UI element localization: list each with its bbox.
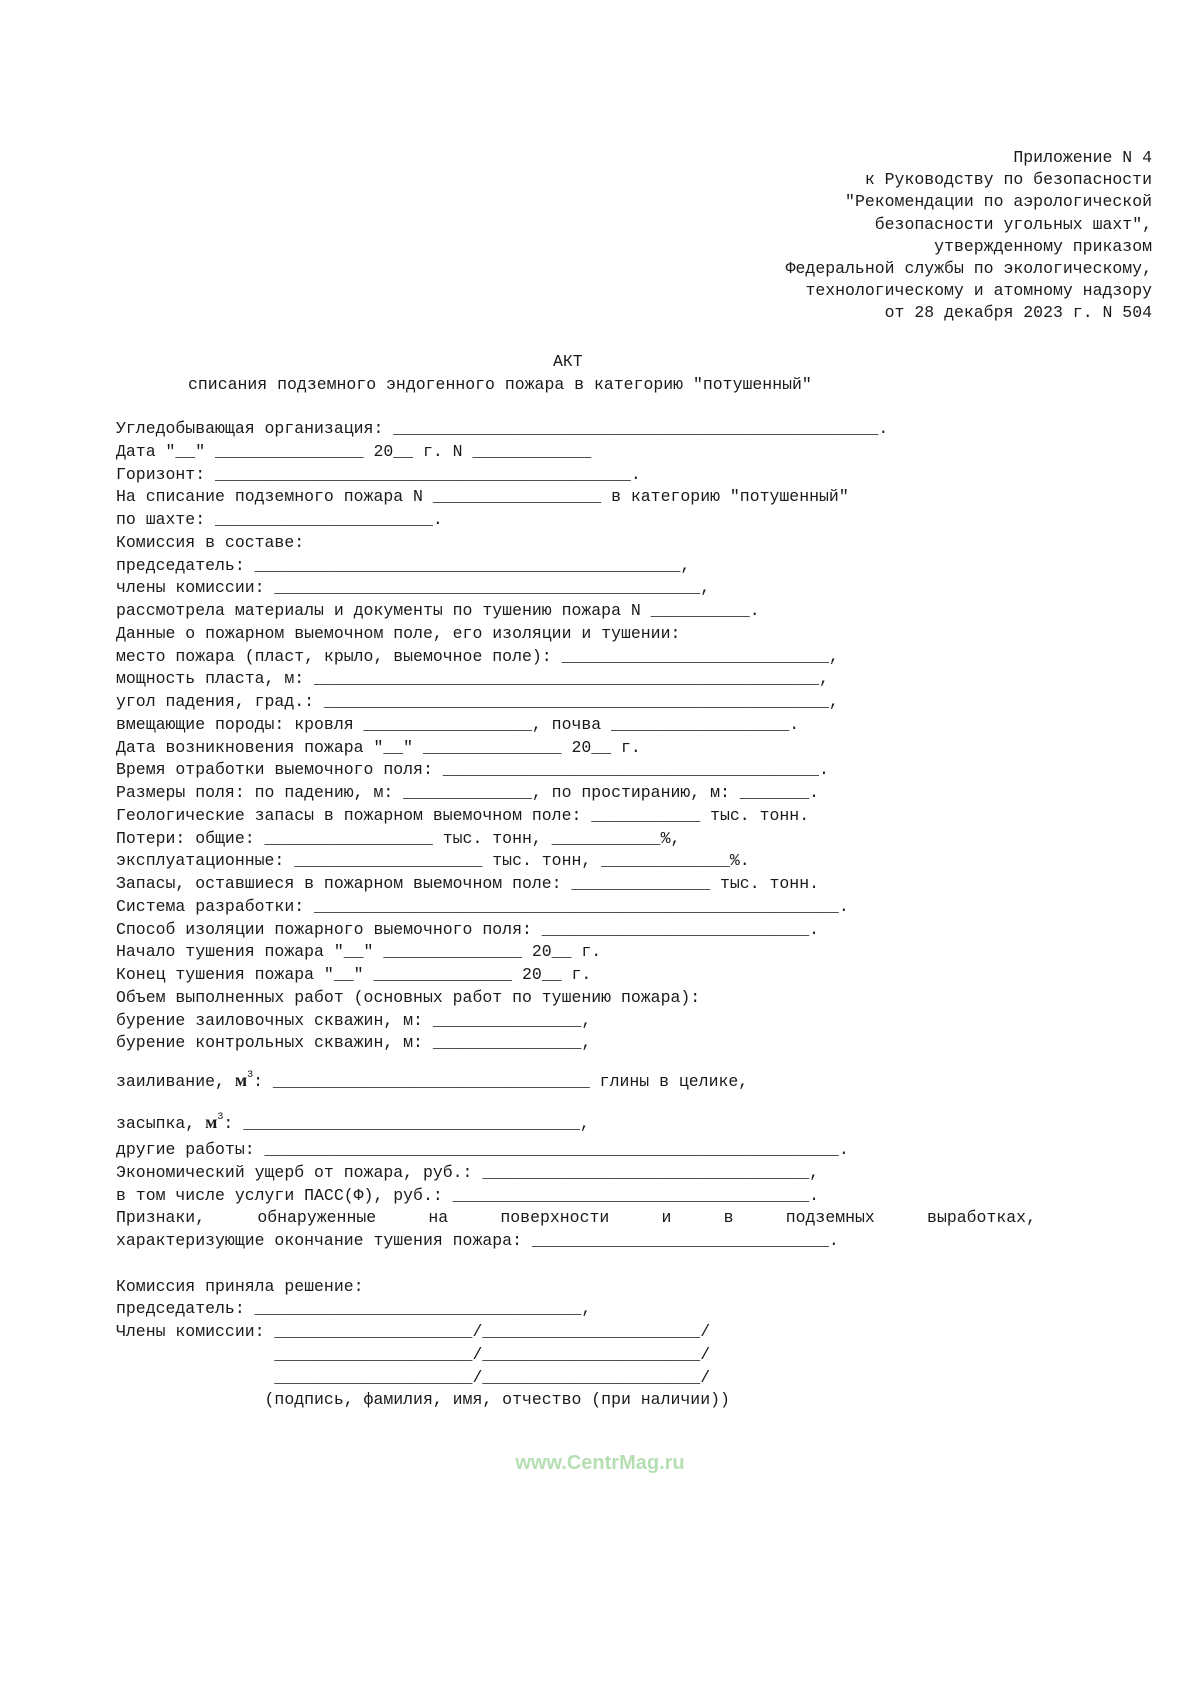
form-line-isolation-method: Способ изоляции пожарного выемочного поля: ___________________________. xyxy=(116,919,820,939)
form-line-remaining-reserves: Запасы, оставшиеся в пожарном выемочном поле: ______________ тыс. тонн. xyxy=(116,874,820,893)
signs-word: на xyxy=(428,1208,449,1228)
form-line-dip-angle: угол падения, град.: ___________________________________________________, xyxy=(116,692,839,711)
superscript-3: 3 xyxy=(247,1070,254,1081)
form-line-silting-wells: бурение заиловочных скважин, м: _______________, xyxy=(116,1010,592,1030)
superscript-3: 3 xyxy=(217,1112,224,1123)
form-line-date: Дата "__" _______________ 20__ г. N ____________ xyxy=(116,441,592,461)
appendix-line: безопасности угольных шахт", xyxy=(874,214,1152,234)
form-line-pass-services: в том числе услуги ПАСС(Ф), руб.: ____________________________________. xyxy=(116,1185,820,1205)
appendix-line: Федеральной службы по экологическому, xyxy=(785,259,1152,279)
decision-member-signature: ____________________/______________________/ xyxy=(116,1367,711,1387)
appendix-header xyxy=(552,147,1152,325)
cubic-meter-unit: м xyxy=(205,1112,218,1132)
form-line-geological-reserves: Геологические запасы в пожарном выемочном поле: ___________ тыс. тонн. xyxy=(116,805,810,825)
form-line-silting xyxy=(116,1055,1036,1097)
form-line-signs-end: характеризующие окончание тушения пожара: ______________________________. xyxy=(116,1231,839,1250)
signs-word: и xyxy=(661,1208,672,1228)
signs-word: в xyxy=(723,1208,734,1228)
appendix-line: Приложение N 4 xyxy=(1013,148,1152,167)
watermark-link[interactable]: www.CentrMag.ru xyxy=(515,1452,685,1474)
signs-word: выработках, xyxy=(927,1208,1036,1228)
appendix-line: от 28 декабря 2023 г. N 504 xyxy=(884,303,1152,323)
signs-word: обнаруженные xyxy=(257,1208,377,1228)
appendix-line: "Рекомендации по аэрологической xyxy=(845,192,1152,212)
form-line-chairman: председатель: ___________________________________________, xyxy=(116,555,691,575)
form-line-fire-number: На списание подземного пожара N _________________ в категорию "потушенный" xyxy=(116,487,849,507)
form-line-other-works: другие работы: __________________________________________________________. xyxy=(116,1140,849,1159)
appendix-line: к Руководству по безопасности xyxy=(864,170,1152,190)
form-line-mine: по шахте: ______________________. xyxy=(116,510,443,529)
form-line-commission: Комиссия в составе: xyxy=(116,532,305,552)
silting-label: заиливание, xyxy=(116,1072,235,1091)
section-gap xyxy=(116,1253,1036,1276)
decision-member-signature: Члены комиссии: ____________________/______________________/ xyxy=(116,1322,711,1341)
form-line-members: члены комиссии: ___________________________________________, xyxy=(116,578,711,598)
signs-word: подземных xyxy=(785,1208,875,1228)
backfill-label: засыпка, xyxy=(116,1114,206,1133)
silting-blank: : ________________________________ глины в целике, xyxy=(253,1072,749,1091)
form-line-field-size: Размеры поля: по падению, м: _____________, по простиранию, м: _______. xyxy=(116,783,820,802)
decision-heading: Комиссия приняла решение: xyxy=(116,1276,364,1296)
form-line-fire-place: место пожара (пласт, крыло, выемочное поле): ___________________________, xyxy=(116,646,839,666)
backfill-blank: : __________________________________, xyxy=(223,1114,590,1133)
form-line-fire-date: Дата возникновения пожара "__" ______________ 20__ г. xyxy=(116,737,641,757)
form-line-economic-damage: Экономический ущерб от пожара, руб.: _________________________________, xyxy=(116,1162,820,1182)
form-line-field-data: Данные о пожарном выемочном поле, его изоляции и тушении: xyxy=(116,623,681,643)
form-line-signs xyxy=(116,1207,1036,1230)
title-subject: списания подземного эндогенного пожара в категорию "потушенный" xyxy=(188,375,812,394)
form-line-work-volume: Объем выполненных работ (основных работ по тушению пожара): xyxy=(116,987,701,1007)
decision-chairman: председатель: _________________________________, xyxy=(116,1299,592,1319)
signature-caption: (подпись, фамилия, имя, отчество (при наличии)) xyxy=(116,1390,730,1410)
form-line-mining-system: Система разработки: _____________________________________________________. xyxy=(116,896,849,916)
form-body xyxy=(116,418,1036,1412)
form-line-host-rocks: вмещающие породы: кровля _________________, почва __________________. xyxy=(116,714,800,734)
cubic-meter-unit: м xyxy=(234,1070,248,1090)
form-line-losses-operational: эксплуатационные: ___________________ тыс. тонн, _____________%. xyxy=(116,851,750,871)
form-line-control-wells: бурение контрольных скважин, м: _______________, xyxy=(116,1033,592,1053)
form-line-horizon: Горизонт: __________________________________________. xyxy=(116,464,641,484)
appendix-line: технологическому и атомному надзору xyxy=(805,281,1152,301)
form-line-backfill xyxy=(116,1097,1036,1139)
signs-word: поверхности xyxy=(500,1208,610,1228)
form-line-mining-time: Время отработки выемочного поля: ______________________________________. xyxy=(116,760,829,780)
form-line-reviewed: рассмотрела материалы и документы по тушению пожара N __________. xyxy=(116,601,760,620)
form-line-seam-thickness: мощность пласта, м: ___________________________________________________, xyxy=(116,669,829,689)
title-act: АКТ xyxy=(553,352,583,371)
form-line-organization: Угледобывающая организация: _________________________________________________. xyxy=(116,419,889,438)
form-line-losses-total: Потери: общие: _________________ тыс. тонн, ___________%, xyxy=(116,828,681,848)
form-line-extinguish-end: Конец тушения пожара "__" ______________ 20__ г. xyxy=(116,965,592,984)
decision-member-signature: ____________________/______________________/ xyxy=(116,1344,711,1364)
signs-word: Признаки, xyxy=(116,1208,206,1228)
appendix-line: утвержденному приказом xyxy=(934,236,1152,256)
form-line-extinguish-start: Начало тушения пожара "__" ______________ 20__ г. xyxy=(116,942,602,962)
